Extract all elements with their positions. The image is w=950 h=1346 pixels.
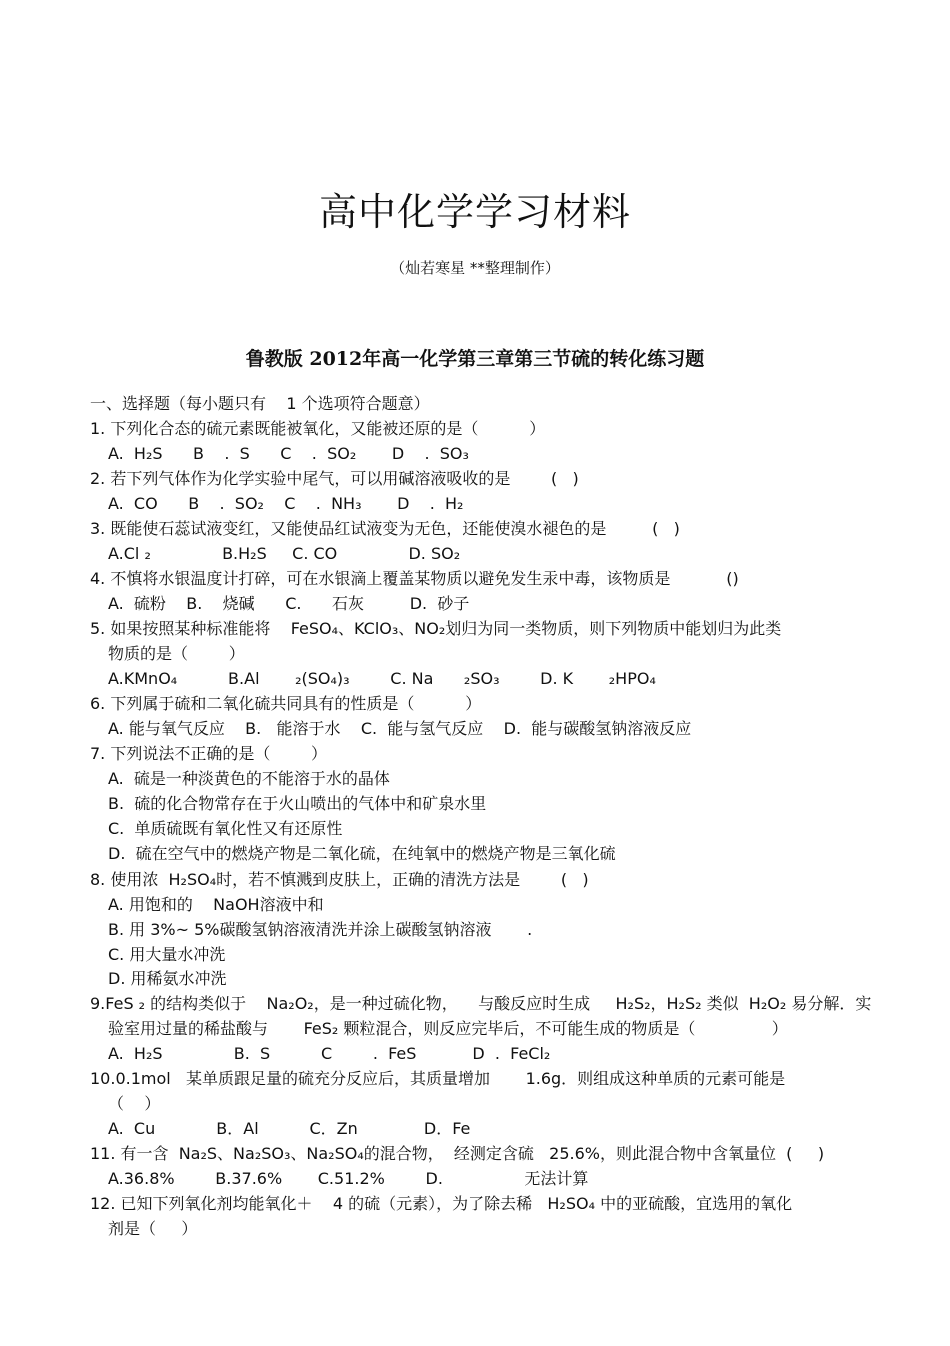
- page-title: 高中化学学习材料: [318, 190, 631, 234]
- question-9: 9.FeS ₂ 的结构类似于 Na₂O₂，是一种过硫化物， 与酸反应时生成 H₂S₂，H₂S₂ 类似 H₂O₂ 易分解．实: [90, 994, 872, 1013]
- question-9-options: A. H₂S B. S C . FeS D . FeCl₂: [108, 1044, 551, 1063]
- section-heading: 一、选择题（每小题只有 1 个选项符合题意）: [90, 394, 430, 413]
- question-2-options: A. CO B . SO₂ C . NH₃ D . H₂: [108, 494, 464, 513]
- question-9-continued: 验室用过量的稀盐酸与 FeS₂ 颗粒混合，则反应完毕后，不可能生成的物质是（ ）: [108, 1019, 788, 1038]
- question-8-option-d: D. 用稀氨水冲洗: [108, 969, 227, 988]
- question-7-option-d: D. 硫在空气中的燃烧产物是二氧化硫，在纯氧中的燃烧产物是三氧化硫: [108, 844, 616, 863]
- question-7: 7. 下列说法不正确的是（ ）: [90, 744, 328, 763]
- question-6-options: A. 能与氧气反应 B. 能溶于水 C. 能与氢气反应 D. 能与碳酸氢钠溶液反应: [108, 719, 692, 738]
- question-3: 3. 既能使石蕊试液变红，又能使品红试液变为无色，还能使溴水褪色的是 ( ): [90, 519, 680, 538]
- question-1: 1. 下列化合态的硫元素既能被氧化，又能被还原的是（ ）: [90, 419, 546, 438]
- question-10: 10.0.1mol 某单质跟足量的硫充分反应后，其质量增加 1.6g．则组成这种单质的元素可能是: [90, 1069, 786, 1088]
- question-8-option-a: A. 用饱和的 NaOH溶液中和: [108, 895, 324, 914]
- question-4-options: A. 硫粉 B. 烧碱 C. 石灰 D. 砂子: [108, 594, 470, 613]
- question-12: 12. 已知下列氧化剂均能氧化＋ 4 的硫（元素），为了除去稀 H₂SO₄ 中的亚硫酸，宜选用的氧化: [90, 1194, 793, 1213]
- exam-title: 鲁教版 2012年高一化学第三章第三节硫的转化练习题: [245, 348, 705, 370]
- page-subtitle: （灿若寒星 **整理制作）: [390, 259, 560, 277]
- question-8-option-c: C. 用大量水冲洗: [108, 945, 226, 964]
- question-8-option-b: B. 用 3%~ 5%碳酸氢钠溶液清洗并涂上碳酸氢钠溶液 .: [108, 920, 533, 939]
- question-11: 11. 有一含 Na₂S、Na₂SO₃、Na₂SO₄的混合物， 经测定含硫 25.6%，则此混合物中含氧量位 ( ): [90, 1144, 825, 1163]
- question-7-option-c: C. 单质硫既有氧化性又有还原性: [108, 819, 343, 838]
- question-5-options: A.KMnO₄ B.Al ₂(SO₄)₃ C. Na ₂SO₃ D. K ₂HPO₄: [108, 669, 656, 688]
- question-5: 5. 如果按照某种标准能将 FeSO₄、KClO₃、NO₂划归为同一类物质，则下列物质中能划归为此类: [90, 619, 782, 638]
- question-8: 8. 使用浓 H₂SO₄时，若不慎溅到皮肤上，正确的清洗方法是 ( ): [90, 870, 589, 889]
- question-7-option-b: B. 硫的化合物常存在于火山喷出的气体中和矿泉水里: [108, 794, 487, 813]
- question-4: 4. 不慎将水银温度计打碎，可在水银滴上覆盖某物质以避免发生汞中毒，该物质是 (): [90, 569, 739, 588]
- question-11-options: A.36.8% B.37.6% C.51.2% D. 无法计算: [108, 1169, 589, 1188]
- question-2: 2. 若下列气体作为化学实验中尾气，可以用碱溶液吸收的是 ( ): [90, 469, 579, 488]
- question-7-option-a: A. 硫是一种淡黄色的不能溶于水的晶体: [108, 769, 390, 788]
- question-12-continued: 剂是（ ）: [108, 1219, 198, 1238]
- question-10-options: A. Cu B．Al C．Zn D．Fe: [108, 1119, 471, 1138]
- question-1-options: A. H₂S B . S C . SO₂ D . SO₃: [108, 444, 469, 463]
- question-3-options: A.Cl ₂ B.H₂S C. CO D. SO₂: [108, 544, 461, 563]
- question-5-continued: 物质的是（ ）: [108, 644, 245, 663]
- question-10-continued: （ ）: [108, 1094, 161, 1113]
- question-6: 6. 下列属于硫和二氧化硫共同具有的性质是（ ）: [90, 694, 482, 713]
